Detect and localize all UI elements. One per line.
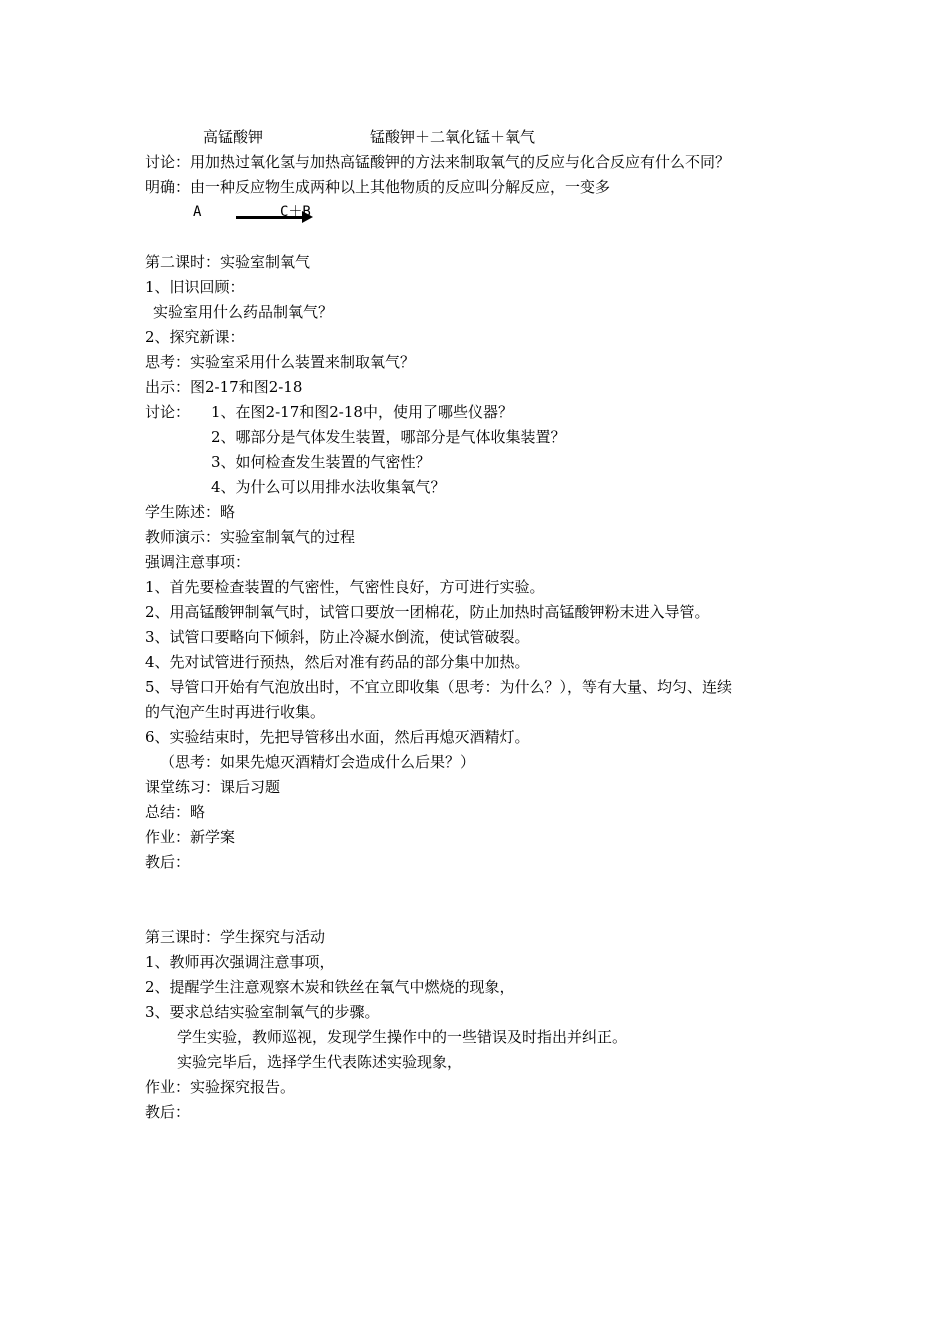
student-statement: 学生陈述：略 <box>145 503 236 521</box>
equation-products: 锰酸钾＋二氧化锰＋氧气 <box>370 128 536 146</box>
lesson3-title: 第三课时：学生探究与活动 <box>145 928 326 946</box>
discussion-text: 讨论：用加热过氧化氢与加热高锰酸钾的方法来制取氧气的反应与化合反应有什么不同？ <box>145 153 731 171</box>
discuss-item: 4、为什么可以用排水法收集氧气？ <box>211 478 446 496</box>
lesson3-item: 1、教师再次强调注意事项， <box>145 953 335 971</box>
scheme-right: C＋B <box>280 204 311 220</box>
lesson3-homework: 作业：实验探究报告。 <box>145 1078 296 1096</box>
clarify-text: 明确：由一种反应物生成两种以上其他物质的反应叫分解反应，一变多 <box>145 178 611 196</box>
lesson3-paragraph: 学生实验，教师巡视，发现学生操作中的一些错误及时指出并纠正。 <box>177 1028 628 1046</box>
think-text: 思考：实验室采用什么装置来制取氧气？ <box>145 353 416 371</box>
homework-text: 作业：新学案 <box>145 828 236 846</box>
summary-text: 总结：略 <box>145 803 206 821</box>
note-item: 4、先对试管进行预热，然后对准有药品的部分集中加热。 <box>145 653 530 671</box>
note-item: 1、首先要检查装置的气密性，气密性良好，方可进行实验。 <box>145 578 545 596</box>
note-item: 2、用高锰酸钾制氧气时，试管口要放一团棉花，防止加热时高锰酸钾粉末进入导管。 <box>145 603 710 621</box>
notes-heading: 强调注意事项： <box>145 553 251 571</box>
explore-heading: 2、探究新课： <box>145 328 245 346</box>
review-question: 实验室用什么药品制氧气？ <box>153 303 334 321</box>
note-item: 的气泡产生时再进行收集。 <box>145 703 326 721</box>
scheme-left: A <box>193 204 202 220</box>
lesson3-item: 3、要求总结实验室制氧气的步骤。 <box>145 1003 380 1021</box>
lesson3-item: 2、提醒学生注意观察木炭和铁丝在氧气中燃烧的现象， <box>145 978 515 996</box>
discuss-item: 1、在图2-17和图2-18中，使用了哪些仪器？ <box>211 403 513 421</box>
note-item: 5、导管口开始有气泡放出时，不宜立即收集（思考：为什么？），等有大量、均匀、连续 <box>145 678 733 696</box>
equation-reactant: 高锰酸钾 <box>203 128 264 146</box>
note-item: （思考：如果先熄灭酒精灯会造成什么后果？） <box>160 753 476 771</box>
discuss-label: 讨论： <box>145 403 191 421</box>
lesson3-paragraph: 实验完毕后，选择学生代表陈述实验现象， <box>177 1053 463 1071</box>
note-item: 3、试管口要略向下倾斜，防止冷凝水倒流，使试管破裂。 <box>145 628 530 646</box>
lesson3-after: 教后： <box>145 1103 191 1121</box>
lesson2-title: 第二课时：实验室制氧气 <box>145 253 311 271</box>
review-heading: 1、旧识回顾： <box>145 278 245 296</box>
show-text: 出示：图2-17和图2-18 <box>145 378 303 396</box>
discuss-item: 3、如何检查发生装置的气密性？ <box>211 453 431 471</box>
after-text: 教后： <box>145 853 191 871</box>
note-item: 6、实验结束时，先把导管移出水面，然后再熄灭酒精灯。 <box>145 728 530 746</box>
teacher-demo: 教师演示：实验室制氧气的过程 <box>145 528 356 546</box>
discuss-item: 2、哪部分是气体发生装置，哪部分是气体收集装置？ <box>211 428 566 446</box>
practice-text: 课堂练习：课后习题 <box>145 778 281 796</box>
